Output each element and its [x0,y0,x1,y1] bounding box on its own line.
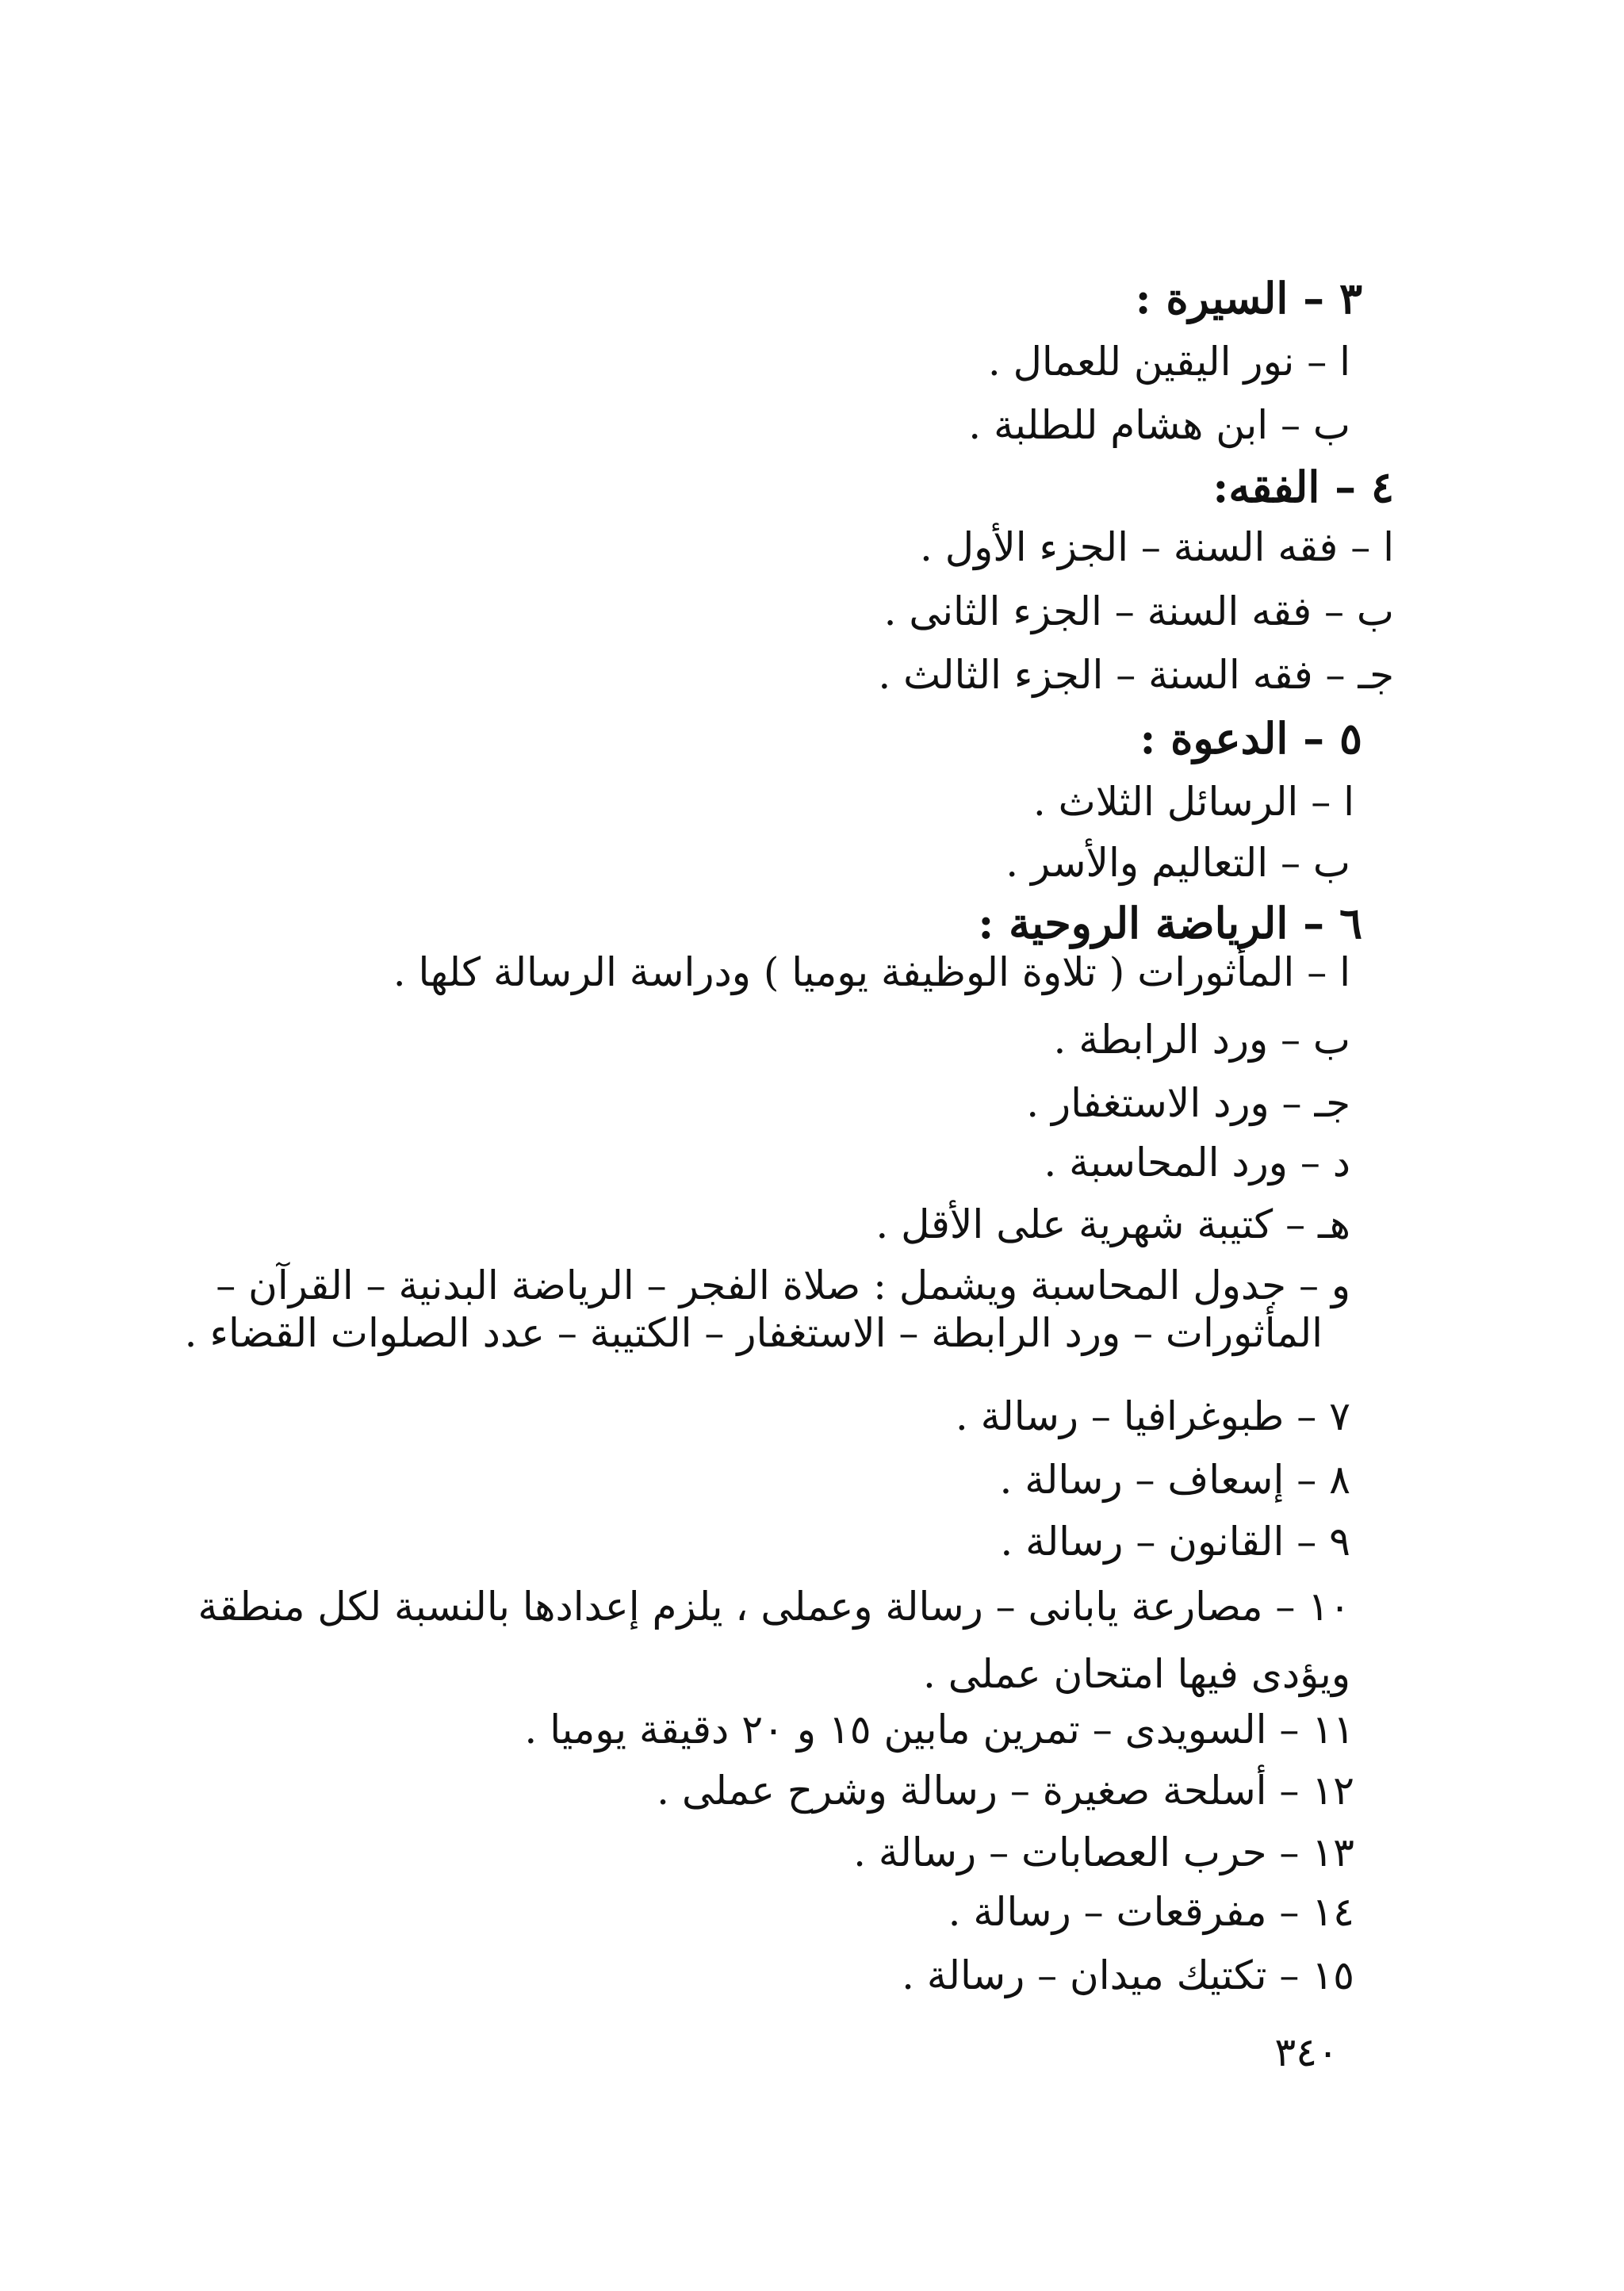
section-heading-spiritual: ٦ – الرياضة الروحية : [978,898,1362,948]
list-item: د – ورد المحاسبة . [1044,1140,1350,1186]
section-heading-seerah: ٣ – السيرة : [1135,273,1362,324]
list-item: ب – ورد الرابطة . [1053,1017,1350,1063]
list-item: ا – المأثورات ( تلاوة الوظيفة يوميا ) ودراسة الرسالة كلها . [393,949,1350,995]
list-item-continuation: ويؤدى فيها امتحان عملى . [923,1651,1350,1697]
list-item: ١٣ – حرب العصابات – رسالة . [853,1829,1354,1875]
page-number: ٣٤٠ [1274,2029,1339,2075]
list-item: جـ – فقه السنة – الجزء الثالث . [878,652,1394,698]
list-item: جـ – ورد الاستغفار . [1026,1080,1350,1126]
list-item: ١١ – السويدى – تمرين مابين ١٥ و ٢٠ دقيقة يوميا . [524,1707,1354,1753]
list-item: ١٥ – تكتيك ميدان – رسالة . [902,1952,1354,1998]
section-heading-dawah: ٥ – الدعوة : [1139,713,1362,764]
list-item: ب – فقه السنة – الجزء الثانى . [883,588,1394,634]
list-item: ٨ – إسعاف – رسالة . [999,1457,1350,1503]
list-item: ١٠ – مصارعة يابانى – رسالة وعملى ، يلزم إعدادها بالنسبة لكل منطقة [197,1584,1350,1630]
list-item: ب – ابن هشام للطلبة . [968,402,1350,448]
list-item: ١٢ – أسلحة صغيرة – رسالة وشرح عملى . [657,1768,1354,1814]
list-item: هـ – كتيبة شهرية على الأقل . [875,1201,1350,1247]
list-item: ٩ – القانون – رسالة . [1000,1519,1350,1565]
list-item: ١٤ – مفرقعات – رسالة . [948,1889,1354,1935]
list-item: و – جدول المحاسبة ويشمل : صلاة الفجر – الرياضة البدنية – القرآن – [216,1262,1350,1308]
list-item-continuation: المأثورات – ورد الرابطة – الاستغفار – الكتيبة – عدد الصلوات القضاء . [184,1310,1323,1356]
list-item: ٧ – طبوغرافيا – رسالة . [955,1393,1350,1439]
section-heading-fiqh: ٤ – الفقه: [1212,462,1394,512]
list-item: ب – التعاليم والأسر . [1005,840,1350,886]
list-item: ا – نور اليقين للعمال . [987,339,1350,385]
list-item: ا – الرسائل الثلاث . [1032,779,1354,825]
list-item: ا – فقه السنة – الجزء الأول . [919,524,1394,570]
